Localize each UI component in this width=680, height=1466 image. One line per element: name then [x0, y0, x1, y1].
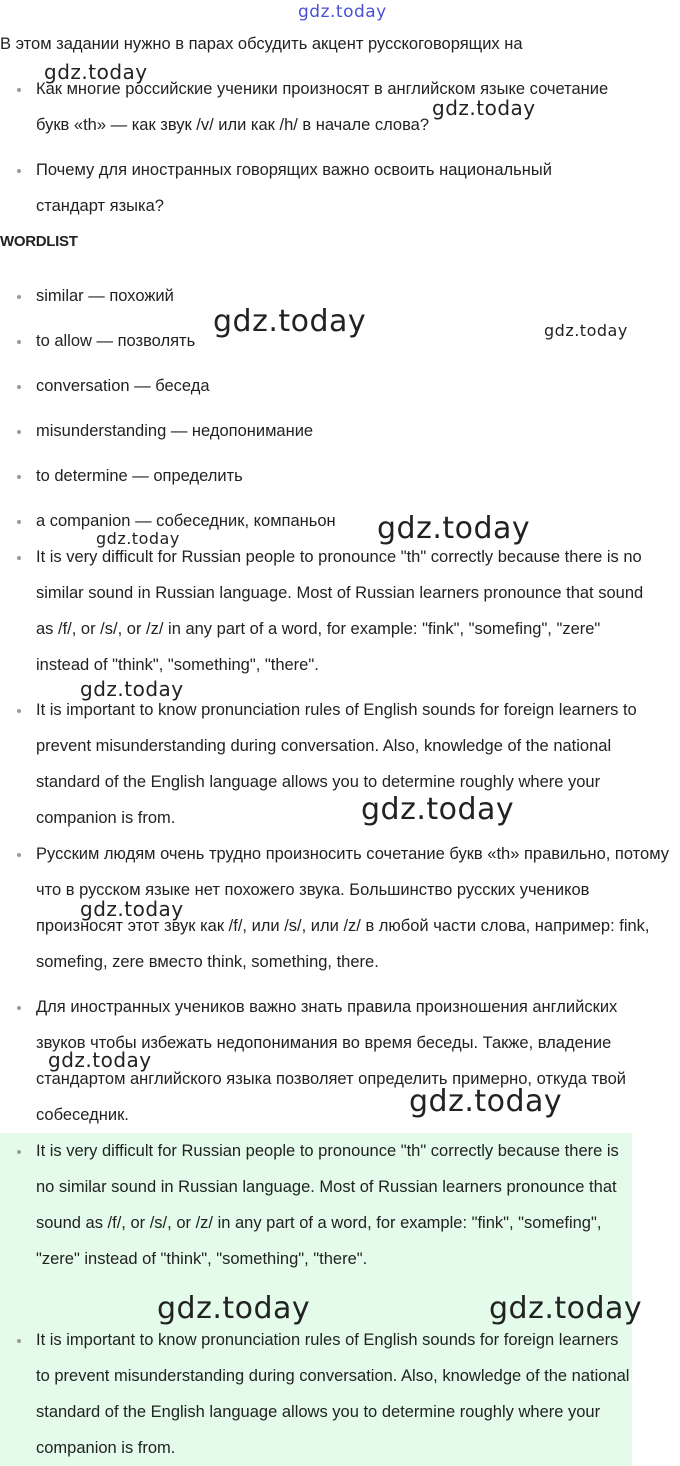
highlighted-answers-block [0, 1133, 632, 1466]
list-item: Почему для иностранных говорящих важно освоить национальный стандарт языка? [0, 152, 670, 224]
watermark: gdz.today [80, 897, 184, 921]
watermark: gdz.today [361, 792, 515, 827]
bullet-icon [17, 169, 21, 173]
watermark: gdz.today [44, 60, 148, 84]
bullet-icon [17, 556, 21, 560]
watermark: gdz.today [48, 1048, 152, 1072]
list-item: a companion — собеседник, компаньон [0, 503, 670, 539]
list-item: similar — похожий [0, 278, 670, 314]
bullet-icon [17, 430, 21, 434]
list-item: Для иностранных учеников важно знать правила произношения английских звуков чтобы избежать недопонимания во время беседы. Также, владение стандартом английского языка позволяет определить примерно, откуда твой собеседник. [0, 989, 670, 1133]
bullet-icon [17, 385, 21, 389]
bullet-icon [17, 520, 21, 524]
watermark: gdz.today [377, 511, 531, 546]
list-item: conversation — беседа [0, 368, 670, 404]
list-item: It is important to know pronunciation rules of English sounds for foreign learners to prevent misunderstanding during conversation. Also, knowledge of the national standard of the English language allows you to determine roughly where your companion is from. [0, 692, 670, 836]
list-item: Как многие российские ученики произносят в английском языке сочетание букв «th» — как звук /v/ или как /h/ в начале слова? [0, 71, 670, 143]
bullet-icon [17, 475, 21, 479]
bullet-icon [17, 295, 21, 299]
list-item: Русским людям очень трудно произносить сочетание букв «th» правильно, потому что в русском языке нет похожего звука. Большинство русских учеников произносят этот звук как /f/, или /s/, или /z/ в любой части слова, например: fink, somefing, zere вместо think, something, there. [0, 836, 670, 980]
list-item: to determine — определить [0, 458, 670, 494]
watermark: gdz.today [409, 1084, 563, 1119]
list-item: It is important to know pronunciation rules of English sounds for foreign learners to prevent misunderstanding during conversation. Also, knowledge of the national standard of the English language allows you to determine roughly where your companion is from. [0, 1322, 632, 1466]
wordlist-heading: WORDLIST [0, 233, 78, 250]
watermark: gdz.today [157, 1291, 311, 1326]
watermark: gdz.today [489, 1291, 643, 1326]
watermark: gdz.today [80, 677, 184, 701]
list-item: to allow — позволять [0, 323, 670, 359]
bullet-icon [17, 709, 21, 713]
bullet-icon [17, 1150, 21, 1154]
bullet-icon [17, 340, 21, 344]
list-item: It is very difficult for Russian people to pronounce "th" correctly because there is no similar sound in Russian language. Most of Russian learners pronounce that sound as /f/, or /s/, or /z/ in any part of a word, for example: "fink", "somefing", "zere" instead of "think", "something", "there". [0, 539, 670, 683]
bullet-icon [17, 1339, 21, 1343]
bullet-icon [17, 853, 21, 857]
watermark: gdz.today [544, 321, 628, 340]
intro-text: В этом задании нужно в парах обсудить акцент русскоговорящих на [0, 35, 523, 53]
list-item: misunderstanding — недопонимание [0, 413, 670, 449]
list-item: It is very difficult for Russian people to pronounce "th" correctly because there is no similar sound in Russian language. Most of Russian learners pronounce that sound as /f/, or /s/, or /z/ in any part of a word, for example: "fink", "somefing", "zere" instead of "think", "something", "there". [0, 1133, 632, 1277]
bullet-icon [17, 1006, 21, 1010]
watermark: gdz.today [432, 96, 536, 120]
watermark-top: gdz.today [298, 2, 387, 22]
watermark: gdz.today [213, 304, 367, 339]
watermark: gdz.today [96, 529, 180, 548]
bullet-icon [17, 88, 21, 92]
